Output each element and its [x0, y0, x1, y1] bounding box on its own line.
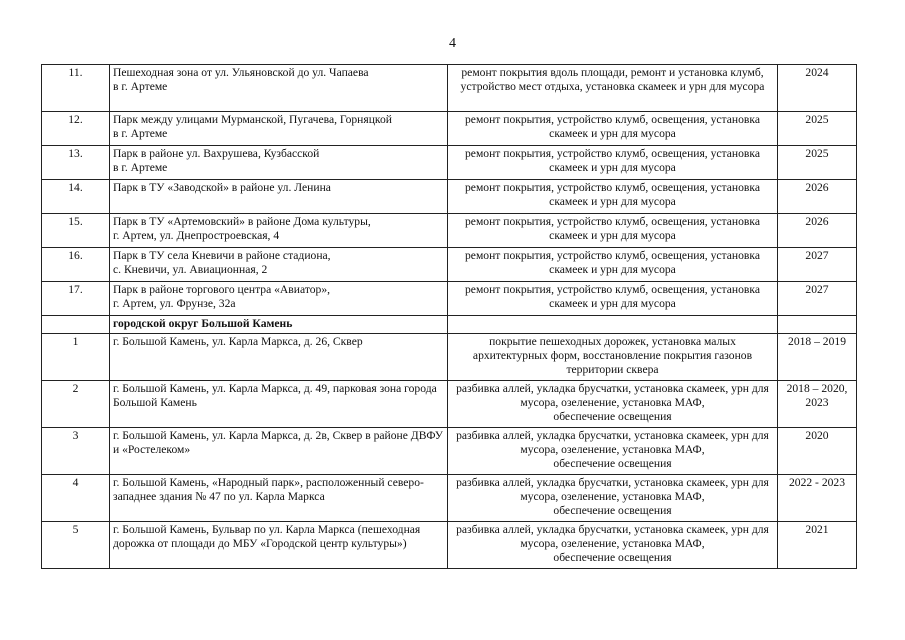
page-number: 4	[449, 36, 456, 51]
section-title: городской округ Большой Камень	[110, 316, 448, 334]
row-number: 12.	[42, 112, 110, 146]
planned-works: ремонт покрытия, устройство клумб, освещения, установка скамеек и урн для мусора	[448, 180, 778, 214]
planned-works: ремонт покрытия, устройство клумб, освещения, установка скамеек и урн для мусора	[448, 146, 778, 180]
object-name: Парк между улицами Мурманской, Пугачева, Горняцкой в г. Артеме	[110, 112, 448, 146]
object-name: Парк в районе торгового центра «Авиатор», г. Артем, ул. Фрунзе, 32а	[110, 282, 448, 316]
object-name: г. Большой Камень, «Народный парк», расположенный северо-западнее здания № 47 по ул. Карла Маркса	[110, 475, 448, 522]
row-number: 5	[42, 522, 110, 569]
row-number: 16.	[42, 248, 110, 282]
table-row	[42, 428, 857, 475]
object-name: г. Большой Камень, Бульвар по ул. Карла Маркса (пешеходная дорожка от площади до МБУ «Городской центр культуры»)	[110, 522, 448, 569]
table-row	[42, 522, 857, 569]
table-row	[42, 180, 857, 214]
implementation-year: 2018 – 2020, 2023	[778, 381, 857, 428]
planned-works: ремонт покрытия, устройство клумб, освещения, установка скамеек и урн для мусора	[448, 112, 778, 146]
section-header-row	[42, 316, 857, 334]
planned-works: разбивка аллей, укладка брусчатки, установка скамеек, урн для мусора, озеленение, установка МАФ, обеспечение освещения	[448, 475, 778, 522]
table-row	[42, 112, 857, 146]
table-row	[42, 381, 857, 428]
row-number: 3	[42, 428, 110, 475]
table-row	[42, 248, 857, 282]
planned-works: ремонт покрытия, устройство клумб, освещения, установка скамеек и урн для мусора	[448, 282, 778, 316]
implementation-year: 2027	[778, 282, 857, 316]
implementation-year: 2027	[778, 248, 857, 282]
planned-works: ремонт покрытия вдоль площади, ремонт и установка клумб, устройство мест отдыха, установка скамеек и урн для мусора	[448, 65, 778, 112]
object-name: г. Большой Камень, ул. Карла Маркса, д. 49, парковая зона города Большой Камень	[110, 381, 448, 428]
implementation-year: 2025	[778, 112, 857, 146]
planned-works: ремонт покрытия, устройство клумб, освещения, установка скамеек и урн для мусора	[448, 248, 778, 282]
object-name: г. Большой Камень, ул. Карла Маркса, д. 2в, Сквер в районе ДВФУ и «Ростелеком»	[110, 428, 448, 475]
table-row	[42, 282, 857, 316]
implementation-year: 2022 - 2023	[778, 475, 857, 522]
table-row	[42, 146, 857, 180]
section-number-cell	[42, 316, 110, 334]
table-row	[42, 475, 857, 522]
object-name: Парк в районе ул. Вахрушева, Кузбасской в г. Артеме	[110, 146, 448, 180]
planned-works: разбивка аллей, укладка брусчатки, установка скамеек, урн для мусора, озеленение, установка МАФ, обеспечение освещения	[448, 428, 778, 475]
implementation-year: 2026	[778, 180, 857, 214]
object-name: Пешеходная зона от ул. Ульяновской до ул. Чапаева в г. Артеме	[110, 65, 448, 112]
row-number: 14.	[42, 180, 110, 214]
row-number: 1	[42, 334, 110, 381]
row-number: 15.	[42, 214, 110, 248]
section-works-cell	[448, 316, 778, 334]
section-year-cell	[778, 316, 857, 334]
implementation-year: 2021	[778, 522, 857, 569]
object-name: г. Большой Камень, ул. Карла Маркса, д. 26, Сквер	[110, 334, 448, 381]
row-number: 4	[42, 475, 110, 522]
implementation-year: 2024	[778, 65, 857, 112]
row-number: 11.	[42, 65, 110, 112]
implementation-year: 2018 – 2019	[778, 334, 857, 381]
implementation-year: 2020	[778, 428, 857, 475]
row-number: 2	[42, 381, 110, 428]
implementation-year: 2026	[778, 214, 857, 248]
planned-works: разбивка аллей, укладка брусчатки, установка скамеек, урн для мусора, озеленение, установка МАФ, обеспечение освещения	[448, 381, 778, 428]
row-number: 17.	[42, 282, 110, 316]
planned-works: ремонт покрытия, устройство клумб, освещения, установка скамеек и урн для мусора	[448, 214, 778, 248]
implementation-year: 2025	[778, 146, 857, 180]
planned-works: покрытие пешеходных дорожек, установка малых архитектурных форм, восстановление покрытия газонов территории сквера	[448, 334, 778, 381]
object-name: Парк в ТУ «Артемовский» в районе Дома культуры, г. Артем, ул. Днепростроевская, 4	[110, 214, 448, 248]
table-row	[42, 65, 857, 112]
planned-works: разбивка аллей, укладка брусчатки, установка скамеек, урн для мусора, озеленение, установка МАФ, обеспечение освещения	[448, 522, 778, 569]
improvement-objects-table	[41, 64, 857, 569]
object-name: Парк в ТУ «Заводской» в районе ул. Ленина	[110, 180, 448, 214]
row-number: 13.	[42, 146, 110, 180]
table-row	[42, 214, 857, 248]
table-row	[42, 334, 857, 381]
object-name: Парк в ТУ села Кневичи в районе стадиона, с. Кневичи, ул. Авиационная, 2	[110, 248, 448, 282]
